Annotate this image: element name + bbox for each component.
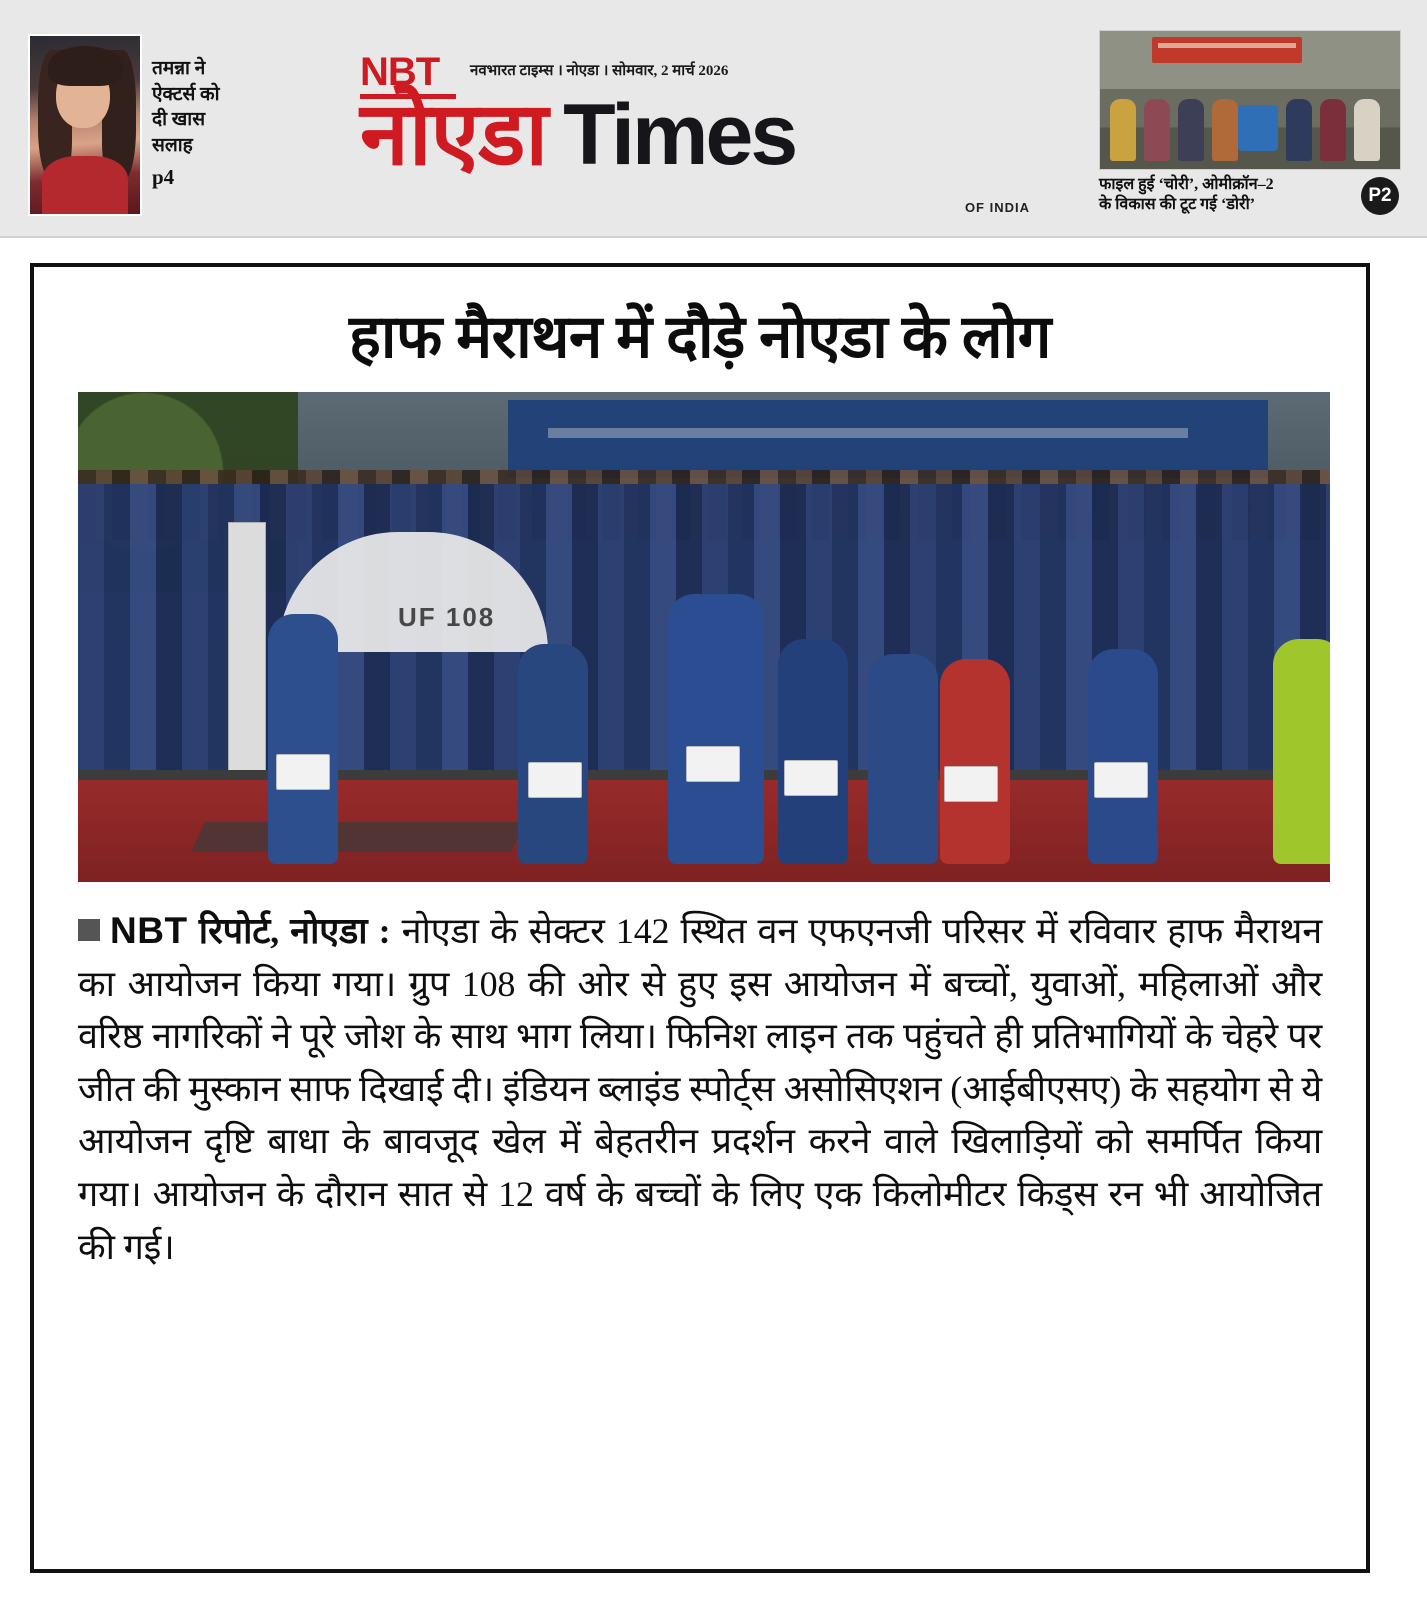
promo-right-caption-line-1: फाइल हुई ‘चोरी’, ओमीक्रॉन–2 [1099, 176, 1274, 193]
article-headline: हाफ मैराथन में दौड़े नोएडा के लोग [349, 304, 1051, 370]
logo-hindi: नोएडा [360, 87, 548, 184]
promo-right[interactable] [1099, 30, 1399, 215]
byline-brand: NBT [110, 909, 188, 951]
promo-left-line-3: दी खास [152, 109, 206, 131]
logo-subtitle: OF INDIA [964, 200, 1030, 215]
article-card [30, 263, 1370, 1573]
promo-left-page-ref[interactable]: p4 [152, 164, 175, 189]
byline: रिपोर्ट, नोएडा : [198, 910, 391, 951]
bullet-square-icon [78, 919, 100, 941]
masthead-logo[interactable] [360, 50, 1040, 215]
masthead [0, 0, 1427, 238]
promo-left[interactable] [28, 34, 308, 212]
promo-right-caption [1099, 175, 1399, 215]
promo-right-caption-line-2: के विकास की टूट गई ‘डोरी’ [1099, 196, 1256, 213]
promo-left-text [152, 34, 220, 191]
panel-discussion-image [1099, 30, 1401, 170]
edition-line: नवभारत टाइम्स । नोएडा । सोमवार, 2 मार्च 2026 [470, 63, 729, 79]
article-photo: UF 108 [78, 392, 1330, 882]
actress-portrait-image [28, 34, 142, 216]
nbt-badge-text: NBT [360, 50, 440, 94]
promo-left-line-4: सलाह [152, 134, 193, 156]
logo-english: Times [563, 87, 796, 183]
promo-left-line-2: ऐक्टर्स को [152, 83, 220, 105]
article-body [78, 904, 1322, 1273]
article-body-text: नोएडा के सेक्टर 142 स्थित वन एफएनजी परिसर में रविवार हाफ मैराथन का आयोजन किया गया। ग्रुप 108 की ओर से हुए इस आयोजन में बच्चों, युवाओं, महिलाओं और वरिष्ठ नागरिकों ने पूरे जोश के साथ भाग लिया। फिनिश लाइन तक पहुंचते ही प्रतिभागियों के चेहरे पर जीत की मुस्कान साफ दिखाई दी। इंडियन ब्लाइंड स्पोर्ट्स असोसिएशन (आईबीएसए) के सहयोग से ये आयोजन दृष्टि बाधा के बावजूद खेल में बेहतरीन प्रदर्शन करने वाले खिलाड़ियों को समर्पित किया गया। आयोजन के दौरान सात से 12 वर्ष के बच्चों के लिए एक किलोमीटर किड्स रन भी आयोजित की गई। [78, 910, 1322, 1267]
page-badge[interactable]: P2 [1361, 177, 1399, 215]
promo-left-line-1: तमन्ना ने [152, 58, 206, 79]
